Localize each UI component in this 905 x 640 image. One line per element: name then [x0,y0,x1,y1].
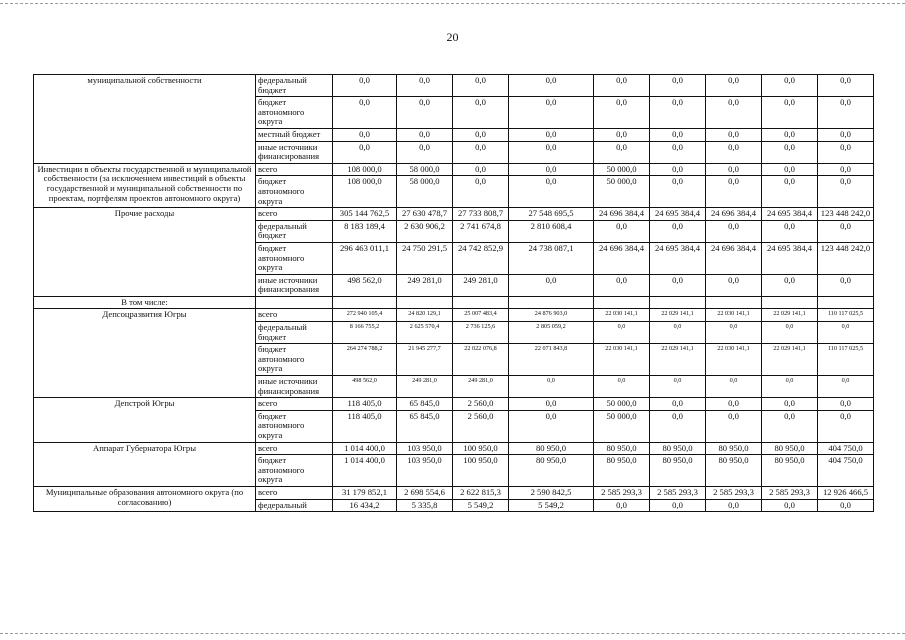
value-cell: 22 022 076,8 [453,344,509,376]
value-cell: 0,0 [650,97,706,129]
value-cell: 0,0 [397,97,453,129]
value-cell: 103 950,0 [397,455,453,487]
value-cell: 0,0 [397,75,453,97]
row-group-name: муниципальной собственности [34,75,256,164]
value-cell: 0,0 [453,163,509,176]
value-cell: 31 179 852,1 [333,486,397,499]
value-cell: 0,0 [706,75,762,97]
value-cell: 0,0 [762,274,818,296]
value-cell: 0,0 [594,499,650,512]
table-row [34,309,874,322]
value-cell: 27 548 695,5 [509,208,594,221]
value-cell: 0,0 [333,128,397,141]
value-cell: 264 274 788,2 [333,344,397,376]
budget-table-wrapper [33,74,873,512]
funding-source: бюджет автономного округа [256,410,333,442]
funding-source: всего [256,442,333,455]
value-cell: 22 029 141,1 [762,309,818,322]
table-row [34,296,874,309]
value-cell: 0,0 [453,141,509,163]
value-cell: 100 950,0 [453,442,509,455]
value-cell: 0,0 [706,97,762,129]
value-cell: 2 625 570,4 [397,322,453,344]
value-cell: 0,0 [762,220,818,242]
value-cell: 22 030 141,1 [594,344,650,376]
value-cell: 0,0 [818,75,874,97]
value-cell: 296 463 011,1 [333,242,397,274]
value-cell: 404 750,0 [818,442,874,455]
value-cell: 0,0 [650,176,706,208]
table-row [34,163,874,176]
value-cell: 0,0 [509,376,594,398]
value-cell: 5 549,2 [453,499,509,512]
value-cell: 0,0 [650,398,706,411]
value-cell: 108 000,0 [333,176,397,208]
value-cell: 22 029 141,1 [650,309,706,322]
value-cell: 0,0 [762,97,818,129]
empty-cell [650,296,706,309]
value-cell: 22 029 141,1 [650,344,706,376]
funding-source: федеральный бюджет [256,75,333,97]
value-cell: 24 742 852,9 [453,242,509,274]
funding-source: федеральный [256,499,333,512]
value-cell: 25 007 483,4 [453,309,509,322]
value-cell: 24 696 384,4 [594,208,650,221]
value-cell: 0,0 [818,176,874,208]
value-cell: 0,0 [762,176,818,208]
value-cell: 0,0 [818,376,874,398]
value-cell: 2 736 125,6 [453,322,509,344]
value-cell: 0,0 [762,141,818,163]
value-cell: 65 845,0 [397,398,453,411]
value-cell: 0,0 [818,97,874,129]
value-cell: 249 281,0 [397,376,453,398]
value-cell: 2 585 293,3 [594,486,650,499]
value-cell: 123 448 242,0 [818,208,874,221]
funding-source: иные источники финансирования [256,376,333,398]
value-cell: 0,0 [594,128,650,141]
value-cell: 2 585 293,3 [650,486,706,499]
value-cell: 24 695 384,4 [762,242,818,274]
value-cell: 0,0 [762,128,818,141]
value-cell: 0,0 [650,410,706,442]
empty-cell [818,296,874,309]
value-cell: 0,0 [594,220,650,242]
value-cell: 249 281,0 [397,274,453,296]
value-cell: 27 733 808,7 [453,208,509,221]
value-cell: 50 000,0 [594,163,650,176]
value-cell: 2 741 674,8 [453,220,509,242]
value-cell: 0,0 [818,163,874,176]
budget-table [33,74,874,512]
empty-cell [706,296,762,309]
value-cell: 110 117 025,5 [818,344,874,376]
value-cell: 27 630 478,7 [397,208,453,221]
value-cell: 22 030 141,1 [594,309,650,322]
value-cell: 24 695 384,4 [650,242,706,274]
value-cell: 0,0 [762,398,818,411]
table-row [34,208,874,221]
value-cell: 2 810 608,4 [509,220,594,242]
value-cell: 2 560,0 [453,398,509,411]
funding-source: федеральный бюджет [256,322,333,344]
value-cell: 2 585 293,3 [706,486,762,499]
value-cell: 0,0 [453,176,509,208]
value-cell: 0,0 [509,176,594,208]
value-cell: 24 696 384,4 [706,242,762,274]
value-cell: 0,0 [509,274,594,296]
value-cell: 249 281,0 [453,376,509,398]
value-cell: 0,0 [650,141,706,163]
value-cell: 80 950,0 [762,455,818,487]
value-cell: 272 940 105,4 [333,309,397,322]
value-cell: 2 698 554,6 [397,486,453,499]
value-cell: 1 014 400,0 [333,455,397,487]
funding-source: всего [256,163,333,176]
value-cell: 305 144 762,5 [333,208,397,221]
value-cell: 0,0 [333,141,397,163]
empty-cell [762,296,818,309]
value-cell: 0,0 [650,128,706,141]
value-cell: 8 166 755,2 [333,322,397,344]
value-cell: 0,0 [706,499,762,512]
value-cell: 0,0 [594,274,650,296]
value-cell: 0,0 [706,398,762,411]
value-cell: 0,0 [706,176,762,208]
value-cell: 0,0 [706,128,762,141]
value-cell: 0,0 [333,75,397,97]
value-cell: 58 000,0 [397,176,453,208]
budget-table-body [34,75,874,512]
value-cell: 0,0 [818,322,874,344]
value-cell: 0,0 [818,220,874,242]
value-cell: 2 585 293,3 [762,486,818,499]
value-cell: 0,0 [594,376,650,398]
value-cell: 0,0 [594,141,650,163]
value-cell: 0,0 [762,163,818,176]
value-cell: 16 434,2 [333,499,397,512]
row-group-name: Депсоцразвития Югры [34,309,256,398]
table-row [34,75,874,97]
section-label: В том числе: [34,296,256,309]
value-cell: 80 950,0 [706,442,762,455]
empty-cell [397,296,453,309]
value-cell: 8 183 189,4 [333,220,397,242]
value-cell: 24 820 129,1 [397,309,453,322]
value-cell: 0,0 [509,97,594,129]
funding-source: бюджет автономного округа [256,242,333,274]
funding-source: федеральный бюджет [256,220,333,242]
value-cell: 0,0 [706,410,762,442]
value-cell: 22 029 141,1 [762,344,818,376]
value-cell: 5 335,8 [397,499,453,512]
funding-source: бюджет автономного округа [256,455,333,487]
value-cell: 80 950,0 [650,442,706,455]
value-cell: 0,0 [706,376,762,398]
row-group-name: Депстрой Югры [34,398,256,442]
value-cell: 80 950,0 [762,442,818,455]
value-cell: 24 876 903,0 [509,309,594,322]
row-group-name: Прочие расходы [34,208,256,297]
value-cell: 0,0 [397,141,453,163]
value-cell: 0,0 [453,128,509,141]
value-cell: 103 950,0 [397,442,453,455]
value-cell: 249 281,0 [453,274,509,296]
table-row [34,442,874,455]
funding-source: бюджет автономного округа [256,344,333,376]
value-cell: 0,0 [453,97,509,129]
value-cell: 0,0 [509,141,594,163]
row-group-name: Аппарат Губернатора Югры [34,442,256,486]
funding-source: всего [256,398,333,411]
funding-source: иные источники финансирования [256,141,333,163]
value-cell: 2 560,0 [453,410,509,442]
value-cell: 0,0 [453,75,509,97]
empty-cell [594,296,650,309]
value-cell: 24 696 384,4 [706,208,762,221]
value-cell: 118 405,0 [333,410,397,442]
value-cell: 50 000,0 [594,398,650,411]
value-cell: 80 950,0 [509,442,594,455]
value-cell: 0,0 [509,128,594,141]
value-cell: 0,0 [333,97,397,129]
value-cell: 80 950,0 [650,455,706,487]
value-cell: 21 945 277,7 [397,344,453,376]
value-cell: 0,0 [818,141,874,163]
value-cell: 80 950,0 [509,455,594,487]
value-cell: 0,0 [762,376,818,398]
value-cell: 2 805 059,2 [509,322,594,344]
value-cell: 2 622 815,3 [453,486,509,499]
value-cell: 118 405,0 [333,398,397,411]
value-cell: 0,0 [594,322,650,344]
value-cell: 0,0 [650,322,706,344]
value-cell: 0,0 [650,220,706,242]
value-cell: 50 000,0 [594,410,650,442]
empty-cell [256,296,333,309]
funding-source: местный бюджет [256,128,333,141]
page-number: 20 [446,30,459,44]
value-cell: 80 950,0 [594,442,650,455]
value-cell: 2 630 906,2 [397,220,453,242]
value-cell: 24 738 087,1 [509,242,594,274]
value-cell: 0,0 [650,163,706,176]
empty-cell [509,296,594,309]
funding-source: всего [256,486,333,499]
table-row [34,398,874,411]
value-cell: 404 750,0 [818,455,874,487]
row-group-name: Муниципальные образования автономного округа (по согласованию) [34,486,256,511]
value-cell: 24 750 291,5 [397,242,453,274]
value-cell: 0,0 [818,499,874,512]
value-cell: 80 950,0 [594,455,650,487]
value-cell: 0,0 [509,163,594,176]
value-cell: 22 030 141,1 [706,309,762,322]
value-cell: 0,0 [818,128,874,141]
value-cell: 65 845,0 [397,410,453,442]
value-cell: 12 926 466,5 [818,486,874,499]
value-cell: 0,0 [509,75,594,97]
value-cell: 0,0 [594,75,650,97]
value-cell: 0,0 [650,75,706,97]
value-cell: 0,0 [818,274,874,296]
value-cell: 2 590 842,5 [509,486,594,499]
value-cell: 0,0 [762,410,818,442]
value-cell: 100 950,0 [453,455,509,487]
funding-source: бюджет автономного округа [256,97,333,129]
value-cell: 0,0 [706,163,762,176]
funding-source: всего [256,309,333,322]
table-row [34,486,874,499]
value-cell: 24 695 384,4 [650,208,706,221]
value-cell: 0,0 [706,274,762,296]
value-cell: 123 448 242,0 [818,242,874,274]
value-cell: 0,0 [650,376,706,398]
value-cell: 0,0 [818,410,874,442]
value-cell: 0,0 [706,322,762,344]
value-cell: 5 549,2 [509,499,594,512]
value-cell: 0,0 [509,410,594,442]
funding-source: бюджет автономного округа [256,176,333,208]
value-cell: 24 695 384,4 [762,208,818,221]
value-cell: 58 000,0 [397,163,453,176]
value-cell: 0,0 [762,75,818,97]
value-cell: 22 071 843,8 [509,344,594,376]
row-group-name: Инвестиции в объекты государственной и муниципальной собственности (за исключением инвестиций в объекты государственной и муниципальной собственности по проектам, портфелям проектов автономного округа) [34,163,256,207]
value-cell: 0,0 [509,398,594,411]
value-cell: 108 000,0 [333,163,397,176]
value-cell: 22 030 141,1 [706,344,762,376]
value-cell: 24 696 384,4 [594,242,650,274]
value-cell: 0,0 [762,499,818,512]
scan-edge-bottom [0,633,905,634]
value-cell: 498 562,0 [333,274,397,296]
value-cell: 0,0 [594,97,650,129]
value-cell: 50 000,0 [594,176,650,208]
value-cell: 0,0 [397,128,453,141]
empty-cell [453,296,509,309]
value-cell: 0,0 [706,141,762,163]
value-cell: 1 014 400,0 [333,442,397,455]
scan-edge-top [0,3,905,4]
funding-source: иные источники финансирования [256,274,333,296]
value-cell: 110 117 025,5 [818,309,874,322]
value-cell: 498 562,0 [333,376,397,398]
value-cell: 0,0 [762,322,818,344]
value-cell: 80 950,0 [706,455,762,487]
value-cell: 0,0 [818,398,874,411]
value-cell: 0,0 [650,274,706,296]
value-cell: 0,0 [706,220,762,242]
value-cell: 0,0 [650,499,706,512]
funding-source: всего [256,208,333,221]
empty-cell [333,296,397,309]
